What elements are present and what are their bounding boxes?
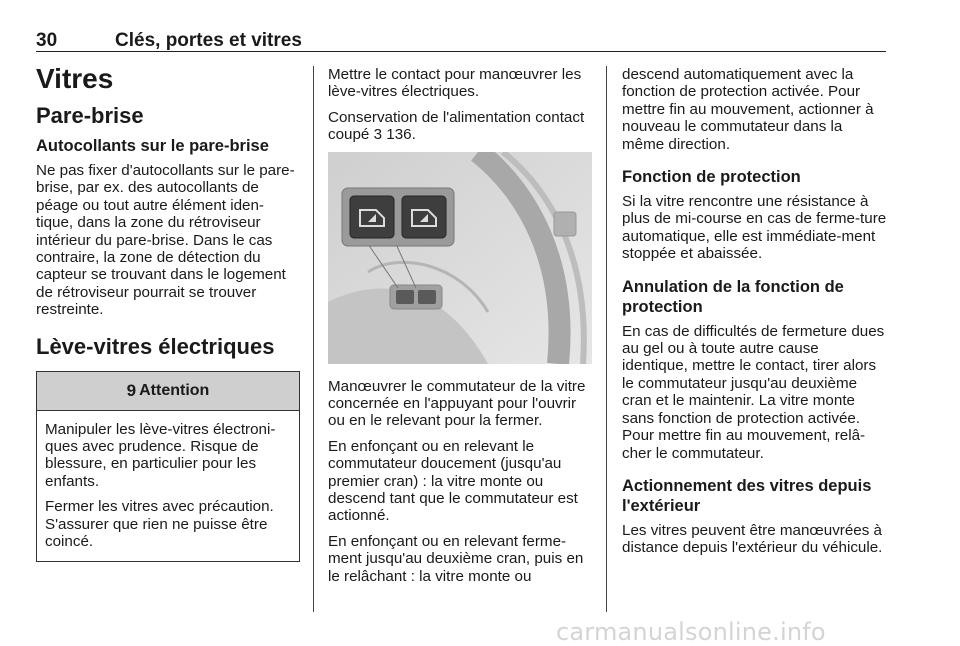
paragraph-reference: [328, 109, 592, 144]
attention-body: [37, 411, 299, 561]
paragraph: Ne pas fixer d'autocollants sur le pare-brise, par ex. des autocollants de péage ou tout autre élément iden-tique, dans la zone du rétroviseur intérieur du pare-brise. Dans le cas contraire, la zone de détection du capteur se trouvant dans le logement de rétroviseur pourrait se trouver restreinte.: [36, 162, 295, 319]
page-header: [36, 30, 886, 52]
topic-heading: Actionnement des vitres depuis l'extérieur: [622, 476, 872, 515]
page-reference-arrow-icon: 3: [373, 126, 383, 144]
reference-text: Conservation de l'alimentation contact coupé: [328, 108, 585, 144]
page-reference[interactable]: 136.: [382, 126, 416, 144]
topic-heading: Fonction de protection: [622, 168, 801, 187]
paragraph: En enfonçant ou en relevant le commutateur doucement (jusqu'au premier cran) : la vitre monte ou descend tant que le commutateur est actionné.: [328, 437, 578, 525]
paragraph: Les vitres peuvent être manœuvrées à distance depuis l'extérieur du véhicule.: [622, 521, 883, 557]
subsection-title-2: Lève-vitres électriques: [36, 333, 275, 359]
subsection-title: Pare-brise: [36, 103, 144, 128]
attention-box: [36, 371, 300, 562]
attention-paragraph-1: Manipuler les lève-vitres électroni-ques avec prudence. Risque de blessure, en particulier pour les enfants.: [45, 420, 276, 490]
paragraph: Mettre le contact pour manœuvrer les lève-vitres électriques.: [328, 66, 582, 101]
paragraph: Manœuvrer le commutateur de la vitre concernée en l'appuyant pour l'ouvrir ou en le relevant pour la fermer.: [328, 377, 586, 430]
topic-heading: Annulation de la fonction de protection: [622, 277, 844, 316]
column-1: [36, 62, 300, 562]
header-rule: [36, 51, 886, 52]
column-2: [328, 66, 592, 593]
warning-icon: 9: [126, 380, 137, 400]
window-switch-illustration: [328, 152, 592, 364]
column-divider-1: [313, 66, 314, 612]
page-number: 30: [36, 30, 58, 51]
section-title: Vitres: [36, 63, 114, 94]
paragraph: En cas de difficultés de fermeture dues au gel ou à toute autre cause identique, mettre le contact, tirer alors le commutateur jusqu'au deuxième cran et le maintenir. La vitre monte sans fonction de protection activée. Pour mettre fin au mouvement, relâ-cher le commutateur.: [622, 322, 885, 462]
paragraph: Si la vitre rencontre une résistance à plus de mi-course en cas de ferme-ture automatique, elle est immédiate-ment stoppée et abaissée.: [622, 193, 887, 263]
attention-paragraph-2: Fermer les vitres avec précaution. S'assurer que rien ne puisse être coincé.: [45, 498, 274, 551]
window-switch-illustration-svg: [328, 152, 592, 364]
topic-heading: Autocollants sur le pare-brise: [36, 137, 269, 155]
column-divider-2: [606, 66, 607, 612]
chapter-title: Clés, portes et vitres: [115, 30, 302, 51]
attention-header: [37, 372, 299, 411]
paragraph: En enfonçant ou en relevant ferme-ment jusqu'au deuxième cran, puis en le relâchant : la vitre monte ou: [328, 532, 584, 585]
watermark: carmanualsonline.info: [556, 618, 826, 646]
attention-label: Attention: [139, 381, 210, 399]
column-3: [622, 66, 888, 565]
paragraph: descend automatiquement avec la fonction de protection activée. Pour mettre fin au mouvement, actionner à nouveau le commutateur dans la même direction.: [622, 66, 874, 153]
